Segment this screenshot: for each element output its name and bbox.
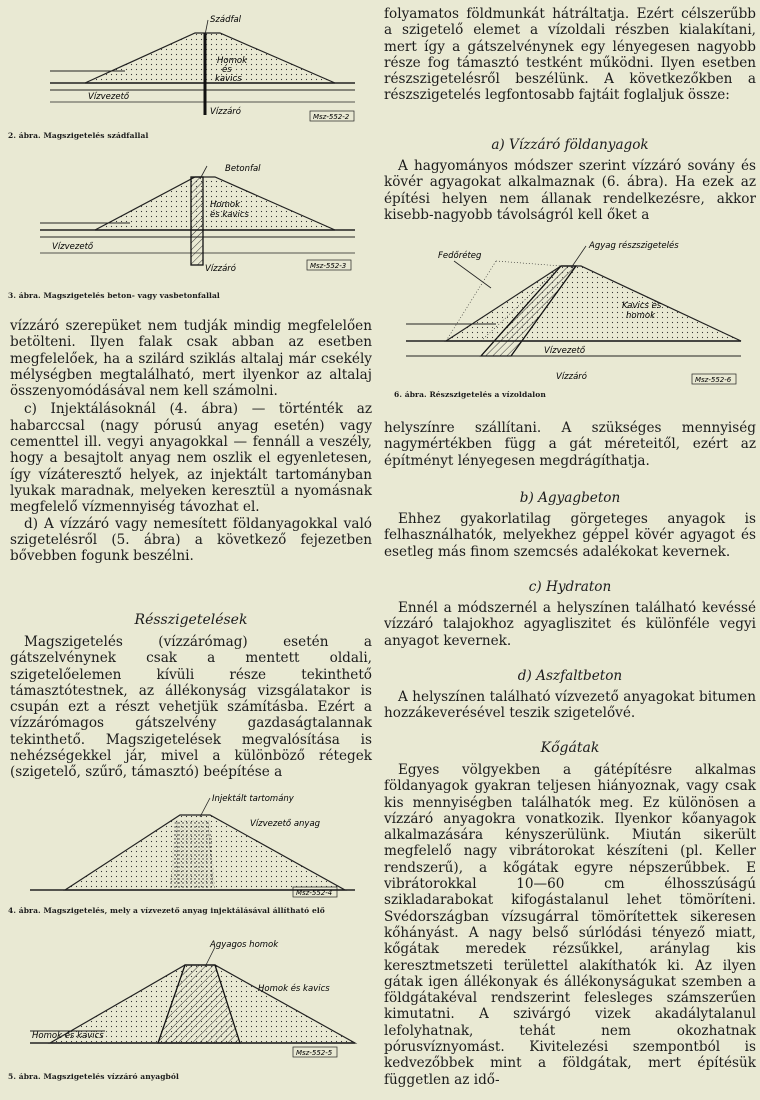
right-body-text-3 bbox=[384, 420, 756, 469]
subheading-c: c) Hydraton bbox=[528, 579, 612, 595]
fig3-label-vizvezeto: Vízvezető bbox=[52, 242, 94, 252]
section-heading-reszszigetelesek: Résszigetelések bbox=[134, 612, 248, 628]
right-paragraph-2: A hagyományos módszer szerint vízzáró sovány és kövér agyagokat alkalmaznak (6. ábra). Ha ezek az építési helyen nem állanak rendelkezésre, akkor kisebb-nagyobb távolságról kell őket a bbox=[384, 158, 756, 223]
right-paragraph-5: Ennél a módszernél a helyszínen található kevéssé vízzáró talajokhoz agyagliszitet és különféle vegyi anyagot kevernek. bbox=[384, 600, 756, 649]
figure-4-drawing bbox=[10, 790, 370, 905]
figure-3-caption: 3. ábra. Magszigetelés beton- vagy vasbetonfallal bbox=[8, 291, 220, 300]
figure-2-caption: 2. ábra. Magszigetelés szádfallal bbox=[8, 131, 149, 140]
right-paragraph-1: folyamatos földmunkát hátráltatja. Ezért célszerűbb a szigetelő elemet a vízoldali részben kialakítani, mert így a gátszelvénynek egy lényegesen nagyobb része fog támasztó testként működni. Ilyen esetben részszigetelésről beszélünk. A következőkben a részszigetelés legfontosabb fajtáit foglaljuk össze: bbox=[384, 6, 756, 104]
fig3-label-betonfal: Betonfal bbox=[225, 164, 261, 174]
figure-5 bbox=[10, 935, 370, 1060]
fig5-label-homok-kavics-right: Homok és kavics bbox=[258, 984, 330, 994]
fig6-label-vizvezeto: Vízvezető bbox=[544, 346, 586, 356]
fig2-label-es: és bbox=[222, 65, 232, 75]
fig6-label-agyag-reszszigeteles: Agyag részszigetelés bbox=[589, 241, 679, 251]
right-paragraph-4: Ehhez gyakorlatilag görgeteges anyagok is felhasználhatók, melyekhez géppel kövér agyagot és esetleg más finom szemcsés adalékokat kevernek. bbox=[384, 511, 756, 560]
figure-6-caption: 6. ábra. Részszigetelés a vízoldalon bbox=[394, 390, 546, 399]
section-heading-kogatak: Kőgátak bbox=[540, 740, 600, 756]
right-paragraph-7: Egyes völgyekben a gátépítésre alkalmas földanyagok gyakran teljesen hiányoznak, vagy csak kis mennyiségben találhatók meg. Ez különösen a vízzáró anyagokra vonatkozik. Ilyenkor kőanyagok alkalmazására kényszerülünk. Miután sikerült megfelelő nagy vibrátorokat készíteni (pl. Keller rendszerű), a kőgátak egyre népszerűbbek. E vibrátorokkal 10—60 cm élhosszúságú szikladarabokat kifogástalanul lehet tömöríteni. Svédországban vízsugárral tömörítettek sikeresen kőhányást. A nagy belső súrlódási tényező miatt, kőgátak meredek rézsűkkel, aránylag kis keresztmetszeti területtel alakíthatók ki. Az ilyen gátak igen állékonyak és állékonyságukat szemben a földgátakéval rendszerint felesleges számszerűen kimutatni. A szivárgó vizek akadálytalanul lefolyhatnak, tehát nem okozhatnak pórusvíznyomást. Kivitelezési szempontból is kedvezőbbek mint a földgátak, mert építésük független az idő- bbox=[384, 762, 756, 1088]
right-body-text-7 bbox=[384, 762, 756, 1088]
fig5-label-agyagos-homok: Agyagos homok bbox=[210, 940, 279, 950]
right-body-text-2 bbox=[384, 158, 756, 223]
fig3-label-homok: Homok bbox=[210, 200, 240, 210]
figure-4 bbox=[10, 790, 370, 905]
figure-5-drawing bbox=[10, 935, 370, 1060]
left-body-text-2 bbox=[10, 634, 372, 781]
fig6-label-kavics-es: Kavics és bbox=[622, 301, 662, 311]
right-body-text-5 bbox=[384, 600, 756, 649]
right-body-text-1 bbox=[384, 6, 756, 104]
fig2-label-szadfal: Szádfal bbox=[210, 15, 242, 25]
fig2-label-vizvezeto: Vízvezető bbox=[88, 92, 130, 102]
figure-6-drawing bbox=[386, 236, 758, 386]
right-body-text-4 bbox=[384, 511, 756, 560]
figure-3-drawing bbox=[10, 155, 370, 285]
figure-2-drawing bbox=[10, 8, 370, 133]
left-body-text-1 bbox=[10, 318, 372, 564]
figure-5-caption: 5. ábra. Magszigetelés vízzáró anyagból bbox=[8, 1072, 179, 1081]
fig3-code: Msz-552-3 bbox=[310, 262, 347, 270]
fig2-label-kavics: kavics bbox=[215, 74, 242, 84]
fig4-code: Msz-552-4 bbox=[296, 889, 333, 897]
fig3-label-es-kavics: és kavics bbox=[210, 210, 249, 220]
right-paragraph-6: A helyszínen található vízvezető anyagokat bitumen hozzákeverésével teszik szigetelővé. bbox=[384, 689, 756, 722]
fig4-label-vizvezeto-anyag: Vízvezető anyag bbox=[250, 819, 321, 829]
fig6-label-fedoreteg: Fedőréteg bbox=[438, 251, 482, 261]
subheading-b: b) Agyagbeton bbox=[519, 490, 621, 506]
fig6-label-homok: homok bbox=[626, 311, 655, 321]
fig5-code: Msz-552-5 bbox=[296, 1049, 333, 1057]
left-paragraph-2: c) Injektálásoknál (4. ábra) — történték az habarccsal (nagy pórusú anyag esetén) vagy cementtel ill. vegyi anyagokkal — fennáll a veszély, hogy a besajtolt anyag nem oszlik el egyenletesen, így vízáteresztő helyek, az injektált tartományban lyukak maradnak, melyeken keresztül a nyomásnak megfelelő vízmennyiség távozhat el. bbox=[10, 401, 372, 516]
right-paragraph-3: helyszínre szállítani. A szükséges mennyiség nagymértékben függ a gát méreteitől, ezért az építményt lényegesen megdrágíthatja. bbox=[384, 420, 756, 469]
fig4-label-injektalt: Injektált tartomány bbox=[212, 794, 294, 804]
fig2-code: Msz-552-2 bbox=[313, 113, 350, 121]
fig6-label-vizzaro: Vízzáró bbox=[556, 372, 588, 382]
fig6-code: Msz-552-6 bbox=[695, 376, 732, 384]
right-body-text-6 bbox=[384, 689, 756, 722]
fig2-label-homok: Homok bbox=[217, 56, 247, 66]
figure-2 bbox=[10, 8, 370, 133]
left-paragraph-1: vízzáró szerepüket nem tudják mindig megfelelően betölteni. Ilyen falak csak abban az esetben megfelelőek, ha a szilárd sziklás altalaj már csekély mélységben megtalálható, mert ilyenkor az altalaj összenyomódásával nem kell számolni. bbox=[10, 318, 372, 400]
subheading-d: d) Aszfaltbeton bbox=[517, 668, 623, 684]
left-paragraph-3: d) A vízzáró vagy nemesített földanyagokkal való szigetelésről (5. ábra) a következő fejezetben bővebben fogunk beszélni. bbox=[10, 515, 372, 565]
left-paragraph-4: Magszigetelés (vízzárómag) esetén a gátszelvénynek csak a mentett oldali, szigetelőelemen kívüli része tekinthető támasztótestnek, az állékonyság vizsgálatakor is csupán ezt a részt vehetjük számításba. Ezért a vízzárómagos gátszelvény gazdaságtalannak tekinthető. Magszigetelések megvalósítása is nehézségekkel jár, mivel a különböző rétegek (szigetelő, szűrő, támasztó) beépítése a bbox=[10, 634, 372, 781]
figure-4-caption: 4. ábra. Magszigetelés, mely a vízvezető anyag injektálásával állítható elő bbox=[8, 906, 325, 915]
figure-3 bbox=[10, 155, 370, 285]
fig3-label-vizzaro: Vízzáró bbox=[205, 264, 237, 274]
figure-6 bbox=[386, 236, 758, 386]
fig5-label-homok-kavics-left: Homok és kavics bbox=[32, 1031, 104, 1041]
subheading-a: a) Vízzáró földanyagok bbox=[491, 137, 649, 153]
fig2-label-vizzaro: Vízzáró bbox=[210, 107, 242, 117]
